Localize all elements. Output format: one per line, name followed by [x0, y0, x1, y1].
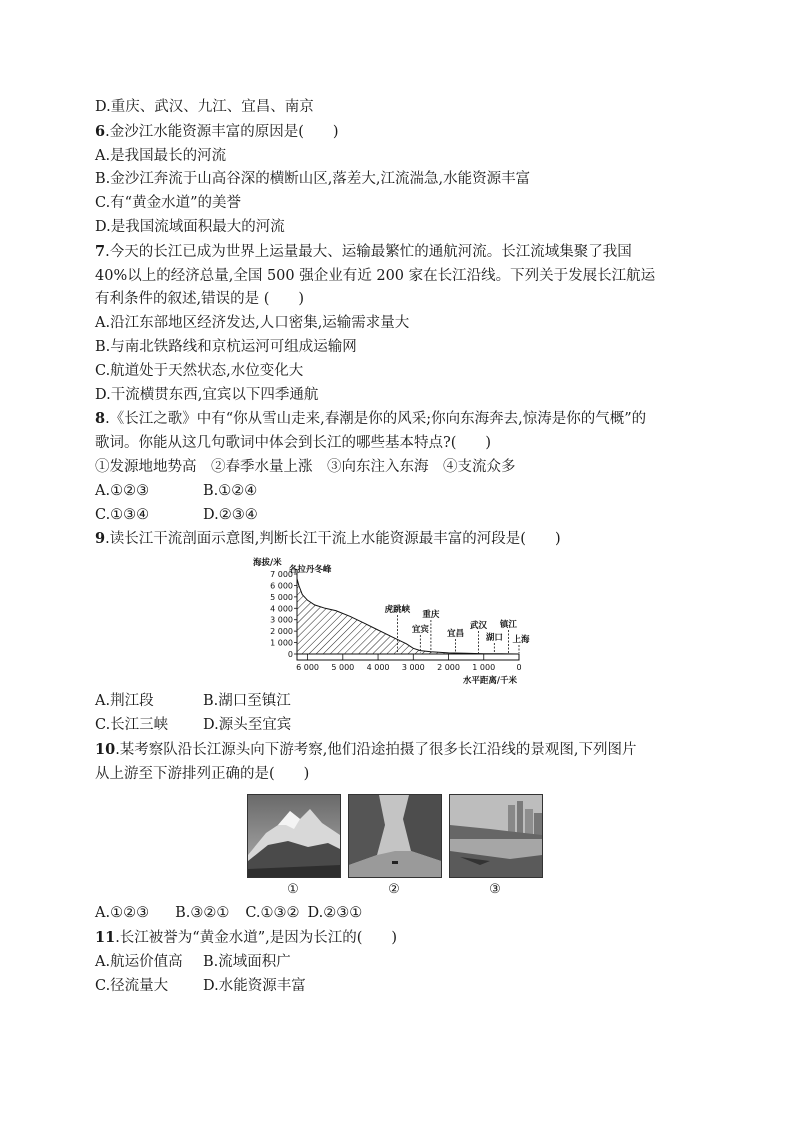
x-axis-bar	[297, 654, 519, 660]
x-tick-label: 5 000	[331, 663, 355, 673]
q8-options-row-2	[95, 504, 715, 528]
q7-option-b: B.与南北铁路线和京杭运河可组成运输网	[95, 338, 357, 355]
q6-stem	[95, 120, 715, 145]
yangtze-profile-chart	[95, 556, 715, 688]
q6-option-c: C.有“黄金水道”的美誉	[95, 195, 242, 212]
q9-options-row-1	[95, 690, 715, 714]
q8-option-b: B.①②④	[203, 482, 258, 499]
q9-stem	[95, 527, 715, 552]
q9-options-row-2	[95, 714, 715, 738]
annotation-label: 重庆	[422, 610, 440, 621]
annotation-label: 虎跳峡	[384, 605, 411, 616]
y-tick-label: 3 000	[270, 615, 293, 625]
photo-label-1: ①	[287, 882, 299, 898]
y-tick-label: 0	[287, 650, 293, 660]
x-axis-label: 水平距离/千米	[462, 676, 517, 687]
q10-option-b: B.③②①	[175, 905, 230, 922]
annotation-label: 湖口	[485, 633, 503, 644]
q11-stem	[95, 926, 715, 951]
q6-number: 6	[95, 122, 106, 140]
q8-option-d: D.②③④	[203, 506, 258, 523]
annotation-label: 上海	[512, 635, 530, 646]
q9-option-a: A.荆江段	[95, 693, 154, 710]
q8-stem-line-2: 歌词。你能从这几句歌词中体会到长江的哪些基本特点?( )	[95, 435, 492, 452]
y-tick-label: 1 000	[270, 638, 293, 648]
profile-svg	[251, 556, 541, 686]
q11-number: 11	[95, 929, 116, 947]
photo-label-2: ②	[388, 882, 400, 898]
q8-number: 8	[95, 410, 106, 428]
y-tick-label: 4 000	[270, 604, 293, 614]
q5-option-d: D.重庆、武汉、九江、宜昌、南京	[95, 99, 314, 115]
annotation-label: 镇江	[499, 620, 517, 631]
y-tick-label: 7 000	[270, 570, 293, 580]
q6-option-d: D.是我国流域面积最大的河流	[95, 218, 285, 235]
q10-option-a: A.①②③	[95, 905, 150, 922]
q9-stem-text: .读长江干流剖面示意图,判断长江干流上水能资源最丰富的河段是( )	[105, 531, 561, 548]
y-tick-label: 2 000	[270, 627, 293, 637]
q11-options-row-2	[95, 975, 715, 999]
y-axis-label: 海拔/米	[253, 558, 282, 569]
q8-items: ①发源地地势高 ②春季水量上涨 ③向东注入东海 ④支流众多	[95, 458, 516, 475]
x-tick-label: 1 000	[472, 663, 496, 673]
q7-stem-line-3: 有利条件的叙述,错误的是 ( )	[95, 291, 305, 308]
q11-options-row-1	[95, 951, 715, 975]
q7-option-a: A.沿江东部地区经济发达,人口密集,运输需求量大	[95, 315, 410, 332]
q7-stem-line-1	[95, 240, 715, 265]
photo-snow-mountain	[247, 794, 341, 878]
q9-option-d: D.源头至宜宾	[203, 716, 292, 733]
q7-stem-text-1: .今天的长江已成为世界上运量最大、运输最繁忙的通航河流。长江流域集聚了我国	[105, 243, 632, 260]
q8-stem-text-1: .《长江之歌》中有“你从雪山走来,春潮是你的风采;你向东海奔去,惊涛是你的气概”的	[105, 411, 647, 428]
q7-option-c: C.航道处于天然状态,水位变化大	[95, 362, 304, 379]
x-tick-label: 4 000	[366, 663, 390, 673]
q10-option-c: C.①③②	[245, 905, 300, 922]
q6-option-b: B.金沙江奔流于山高谷深的横断山区,落差大,江流湍急,水能资源丰富	[95, 171, 531, 188]
exam-page	[95, 96, 715, 999]
x-tick-label: 3 000	[401, 663, 425, 673]
q7-number: 7	[95, 242, 106, 260]
photo-riverside-city	[449, 794, 543, 878]
q6-option-a: A.是我国最长的河流	[95, 147, 227, 164]
photo-label-3: ③	[489, 882, 501, 898]
y-tick-label: 6 000	[270, 581, 293, 591]
annotation-label: 宜宾	[411, 625, 429, 636]
q8-options-row-1	[95, 480, 715, 504]
annotation-label: 武汉	[469, 621, 487, 632]
x-tick-label: 6 000	[296, 663, 320, 673]
q10-option-d: D.②③①	[307, 905, 363, 922]
q9-option-b: B.湖口至镇江	[203, 693, 291, 710]
q11-option-c: C.径流量大	[95, 977, 169, 994]
y-tick-label: 5 000	[270, 592, 293, 602]
q10-stem-text-1: .某考察队沿长江源头向下游考察,他们沿途拍摄了很多长江沿线的景观图,下列图片	[115, 741, 637, 758]
q10-stem-line-1	[95, 738, 715, 763]
q10-options	[95, 902, 715, 926]
annotation-label: 宜昌	[447, 629, 465, 640]
q11-option-d: D.水能资源丰富	[203, 977, 306, 994]
q9-number: 9	[95, 530, 106, 548]
photo-three-gorges	[348, 794, 442, 878]
q9-option-c: C.长江三峡	[95, 716, 169, 733]
q7-stem-line-2: 40%以上的经济总量,全国 500 强企业有近 200 家在长江沿线。下列关于发展长江航运	[95, 267, 656, 284]
q8-option-c: C.①③④	[95, 506, 150, 523]
q7-option-d: D.干流横贯东西,宜宾以下四季通航	[95, 386, 319, 403]
q10-number: 10	[95, 740, 116, 758]
q11-option-a: A.航运价值高	[95, 953, 183, 970]
q11-option-b: B.流域面积广	[203, 953, 291, 970]
q8-option-a: A.①②③	[95, 482, 150, 499]
q8-stem-line-1	[95, 407, 715, 432]
x-tick-label: 0	[516, 663, 522, 673]
landscape-photos	[95, 794, 715, 902]
q6-stem-text: .金沙江水能资源丰富的原因是( )	[105, 123, 339, 140]
x-tick-label: 2 000	[437, 663, 460, 673]
q10-stem-line-2: 从上游至下游排列正确的是( )	[95, 765, 310, 782]
annotation-label: 各拉丹冬峰	[288, 565, 332, 576]
q11-stem-text: .长江被誉为“黄金水道”,是因为长江的( )	[115, 930, 398, 947]
